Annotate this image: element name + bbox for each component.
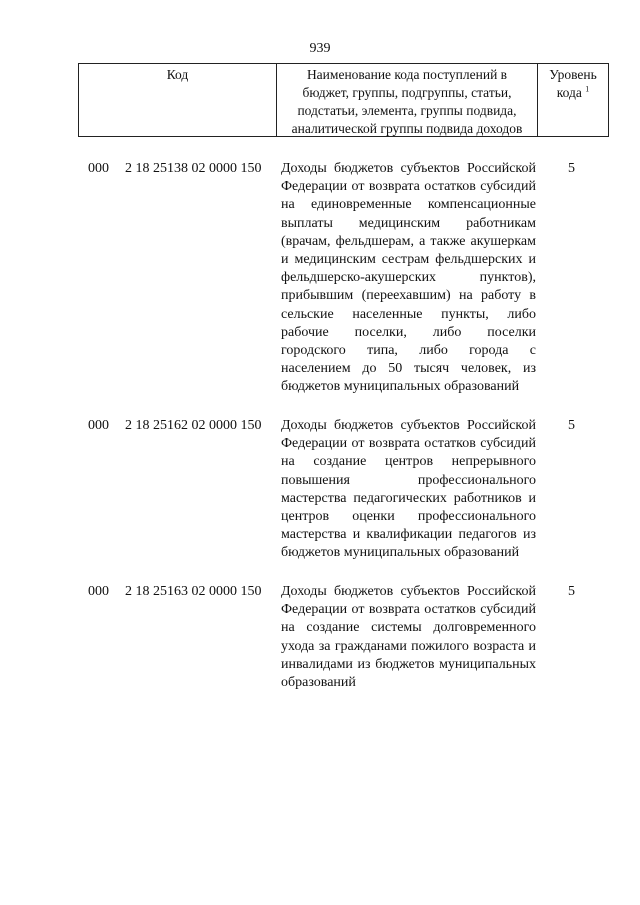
header-code [78,64,276,136]
row-description: Доходы бюджетов субъектов Российской Федерации от возврата остатков субсидий на создание системы долговременного ухода за гражданами пожилого возраста и инвалидами из бюджетов муниципальных образований [281,584,536,691]
header-level [537,64,609,136]
header-code-label: Код [166,67,189,82]
row-prefix: 000 [88,161,109,176]
row-code: 2 18 25138 02 0000 150 [125,161,262,176]
row-description: Доходы бюджетов субъектов Российской Федерации от возврата остатков субсидий на единовременные компенсационные выплаты медицинским работникам (врачам, фельдшерам, а также акушеркам и медицинским сестрам фельдшерских и фельдшерско-акушерских пунктов), прибывшим (переехавшим) на работу в сельские населенные пункты, либо рабочие поселки, либо поселки городского типа, либо города с населением до 50 тысяч человек, из бюджетов муниципальных образований [281,161,536,395]
row-level: 5 [568,584,575,599]
row-level: 5 [568,161,575,176]
row-prefix: 000 [88,418,109,433]
row-description: Доходы бюджетов субъектов Российской Федерации от возврата остатков субсидий на создание центров непрерывного повышения профессионального мастерства педагогических работников и центров оценки профессионального мастерства и квалификации педагогов из бюджетов муниципальных образований [281,418,536,561]
header-level-label: Уровень кода [549,67,597,100]
row-prefix: 000 [88,584,109,599]
header-name-label: Наименование кода поступлений в бюджет, группы, подгруппы, статьи, подстатьи, элемента, группы подвида, аналитической группы подвида доходов [291,67,523,136]
header-level-footnote: 1 [585,84,590,94]
header-name [276,64,537,136]
row-level: 5 [568,418,575,433]
table-header [78,63,609,137]
row-code: 2 18 25163 02 0000 150 [125,584,262,599]
page-number: 939 [309,41,331,56]
row-code: 2 18 25162 02 0000 150 [125,418,262,433]
